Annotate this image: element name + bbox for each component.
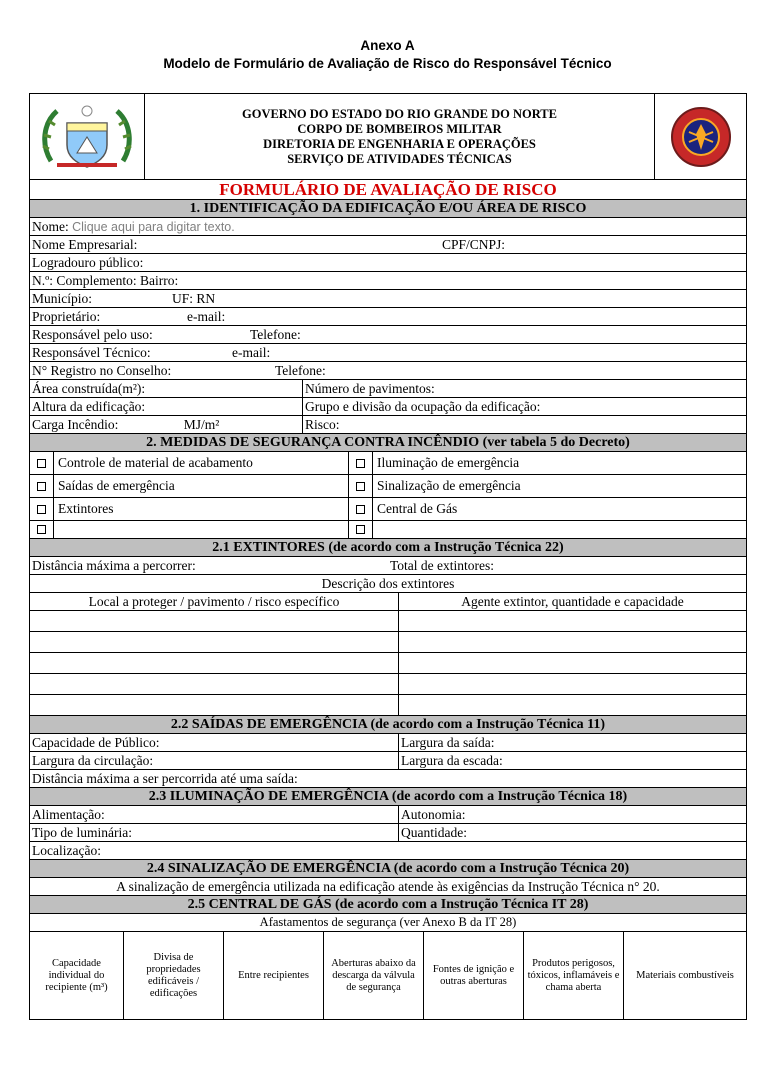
field-resp-uso <box>30 325 746 343</box>
altura-label[interactable]: Altura da edificação: <box>32 399 146 414</box>
section-2-4-header: 2.4 SINALIZAÇÃO DE EMERGÊNCIA (de acordo com a Instrução Técnica 20) <box>30 859 746 877</box>
gas-col-divisa: Divisa de propriedades edificáveis / edificações <box>123 932 223 1019</box>
descricao-extintores: Descrição dos extintores <box>30 574 746 592</box>
col-local: Local a proteger / pavimento / risco específico <box>88 594 340 609</box>
measure-label: Iluminação de emergência <box>377 455 520 470</box>
largura-escada-label[interactable]: Largura da escada: <box>398 752 505 769</box>
checkbox-blank-right[interactable] <box>349 521 373 538</box>
resp-tecnico-label[interactable]: Responsável Técnico: <box>32 345 151 360</box>
field-localizacao[interactable] <box>30 841 746 859</box>
gas-table-header <box>30 931 746 1019</box>
risk-assessment-form <box>29 93 747 1020</box>
risco-label[interactable]: Risco: <box>302 416 342 433</box>
col-agente: Agente extintor, quantidade e capacidade <box>398 593 746 610</box>
field-carga <box>30 415 746 433</box>
resp-uso-label[interactable]: Responsável pelo uso: <box>32 327 153 342</box>
state-coat-of-arms-icon <box>30 94 145 179</box>
quantidade-label[interactable]: Quantidade: <box>398 824 469 841</box>
total-extintores-label[interactable]: Total de extintores: <box>390 558 495 573</box>
measure-label: Saídas de emergência <box>54 475 349 497</box>
sinalizacao-statement: A sinalização de emergência utilizada na edificação atende às exigências da Instrução Técnica n° 20. <box>30 877 746 895</box>
field-altura <box>30 397 746 415</box>
measure-label <box>373 521 377 538</box>
issuer-line-4: SERVIÇO DE ATIVIDADES TÉCNICAS <box>287 151 512 166</box>
gas-col-produtos: Produtos perigosos, tóxicos, inflamáveis e chama aberta <box>523 932 623 1019</box>
numero-label: N.º: Complemento: Bairro: <box>32 273 179 288</box>
checkbox-sinalizacao[interactable] <box>349 475 373 497</box>
field-municipio <box>30 289 746 307</box>
carga-cell[interactable] <box>30 416 302 433</box>
nome-label: Nome: <box>32 219 69 234</box>
section-2-header: 2. MEDIDAS DE SEGURANÇA CONTRA INCÊNDIO (ver tabela 5 do Decreto) <box>30 433 746 451</box>
measure-label: Controle de material de acabamento <box>54 452 349 474</box>
localizacao-label: Localização: <box>32 843 101 858</box>
extintores-table-row[interactable] <box>30 673 746 694</box>
gas-col-aberturas: Aberturas abaixo da descarga da válvula de segurança <box>323 932 423 1019</box>
form-title: FORMULÁRIO DE AVALIAÇÃO DE RISCO <box>30 179 746 199</box>
resp-tecnico-email-label[interactable]: e-mail: <box>232 345 271 360</box>
registro-telefone-label[interactable]: Telefone: <box>275 363 326 378</box>
tipo-luminaria-label[interactable]: Tipo de luminária: <box>32 825 132 840</box>
extintores-table-row[interactable] <box>30 694 746 715</box>
extintores-table-row[interactable] <box>30 652 746 673</box>
measure-row-2 <box>30 474 746 497</box>
field-nome[interactable] <box>30 217 746 235</box>
field-capacidade <box>30 733 746 751</box>
field-logradouro[interactable] <box>30 253 746 271</box>
carga-label: Carga Incêndio: <box>32 417 119 432</box>
measure-row-3 <box>30 497 746 520</box>
issuer-line-2: CORPO DE BOMBEIROS MILITAR <box>297 121 502 136</box>
issuer-line-3: DIRETORIA DE ENGENHARIA E OPERAÇÕES <box>263 136 536 151</box>
pavimentos-label[interactable]: Número de pavimentos: <box>302 380 437 397</box>
field-alimentacao <box>30 805 746 823</box>
annex-subtitle: Modelo de Formulário de Avaliação de Risco do Responsável Técnico <box>163 56 612 71</box>
largura-saida-label[interactable]: Largura da saída: <box>398 734 496 751</box>
section-1-header: 1. IDENTIFICAÇÃO DA EDIFICAÇÃO E/OU ÁREA DE RISCO <box>30 199 746 217</box>
checkbox-extintores[interactable] <box>30 498 54 520</box>
extintores-table-row[interactable] <box>30 610 746 631</box>
checkbox-blank-left[interactable] <box>30 521 54 538</box>
gas-col-capacidade: Capacidade individual do recipiente (m³) <box>45 957 108 993</box>
issuer-block <box>145 94 654 179</box>
checkbox-iluminacao[interactable] <box>349 452 373 474</box>
extintores-table-header <box>30 592 746 610</box>
logradouro-label: Logradouro público: <box>32 255 144 270</box>
section-2-1-header: 2.1 EXTINTORES (de acordo com a Instrução Técnica 22) <box>30 538 746 556</box>
empresa-label[interactable]: Nome Empresarial: <box>32 237 138 252</box>
cpf-label[interactable]: CPF/CNPJ: <box>442 237 506 252</box>
carga-unit: MJ/m² <box>183 417 220 432</box>
municipio-label[interactable]: Município: <box>32 291 92 306</box>
field-area <box>30 379 746 397</box>
measure-row-1 <box>30 451 746 474</box>
proprietario-label[interactable]: Proprietário: <box>32 309 101 324</box>
uf-label[interactable]: UF: RN <box>172 291 216 306</box>
grupo-label[interactable]: Grupo e divisão da ocupação da edificação: <box>302 398 542 415</box>
distancia-extintor-label[interactable]: Distância máxima a percorrer: <box>32 558 196 573</box>
annex-heading <box>0 37 775 73</box>
extintores-table-row[interactable] <box>30 631 746 652</box>
measure-row-4 <box>30 520 746 538</box>
checkbox-saidas[interactable] <box>30 475 54 497</box>
registro-label[interactable]: N° Registro no Conselho: <box>32 363 172 378</box>
measure-label: Sinalização de emergência <box>377 478 521 493</box>
checkbox-controle-material[interactable] <box>30 452 54 474</box>
proprietario-email-label[interactable]: e-mail: <box>187 309 226 324</box>
field-tipo-luminaria <box>30 823 746 841</box>
alimentacao-label[interactable]: Alimentação: <box>32 807 105 822</box>
field-numero[interactable] <box>30 271 746 289</box>
section-2-5-header: 2.5 CENTRAL DE GÁS (de acordo com a Instrução Técnica IT 28) <box>30 895 746 913</box>
resp-uso-telefone-label[interactable]: Telefone: <box>250 327 301 342</box>
field-registro <box>30 361 746 379</box>
gas-col-fontes: Fontes de ignição e outras aberturas <box>423 932 523 1019</box>
checkbox-central-gas[interactable] <box>349 498 373 520</box>
area-label[interactable]: Área construída(m²): <box>32 381 146 396</box>
measure-label: Central de Gás <box>377 501 458 516</box>
issuer-line-1: GOVERNO DO ESTADO DO RIO GRANDE DO NORTE <box>242 106 557 121</box>
capacidade-label[interactable]: Capacidade de Público: <box>32 735 160 750</box>
distancia-saida-label: Distância máxima a ser percorrida até uma saída: <box>32 771 298 786</box>
field-distancia-extintor <box>30 556 746 574</box>
form-header <box>30 94 746 179</box>
gas-col-materiais: Materiais combustíveis <box>623 932 746 1019</box>
field-circulacao <box>30 751 746 769</box>
section-2-2-header: 2.2 SAÍDAS DE EMERGÊNCIA (de acordo com a Instrução Técnica 11) <box>30 715 746 733</box>
field-distancia-saida[interactable] <box>30 769 746 787</box>
fire-department-badge-icon <box>654 94 746 179</box>
section-2-3-header: 2.3 ILUMINAÇÃO DE EMERGÊNCIA (de acordo com a Instrução Técnica 18) <box>30 787 746 805</box>
annex-label: Anexo A <box>360 38 415 53</box>
largura-circulacao-label[interactable]: Largura da circulação: <box>32 753 154 768</box>
afastamentos-header: Afastamentos de segurança (ver Anexo B da IT 28) <box>30 913 746 931</box>
measure-label <box>54 521 349 538</box>
gas-col-entre-recipientes: Entre recipientes <box>223 932 323 1019</box>
measure-label: Extintores <box>54 498 349 520</box>
field-proprietario <box>30 307 746 325</box>
nome-input[interactable]: Clique aqui para digitar texto. <box>72 220 235 234</box>
autonomia-label[interactable]: Autonomia: <box>398 806 468 823</box>
field-empresa <box>30 235 746 253</box>
field-resp-tecnico <box>30 343 746 361</box>
